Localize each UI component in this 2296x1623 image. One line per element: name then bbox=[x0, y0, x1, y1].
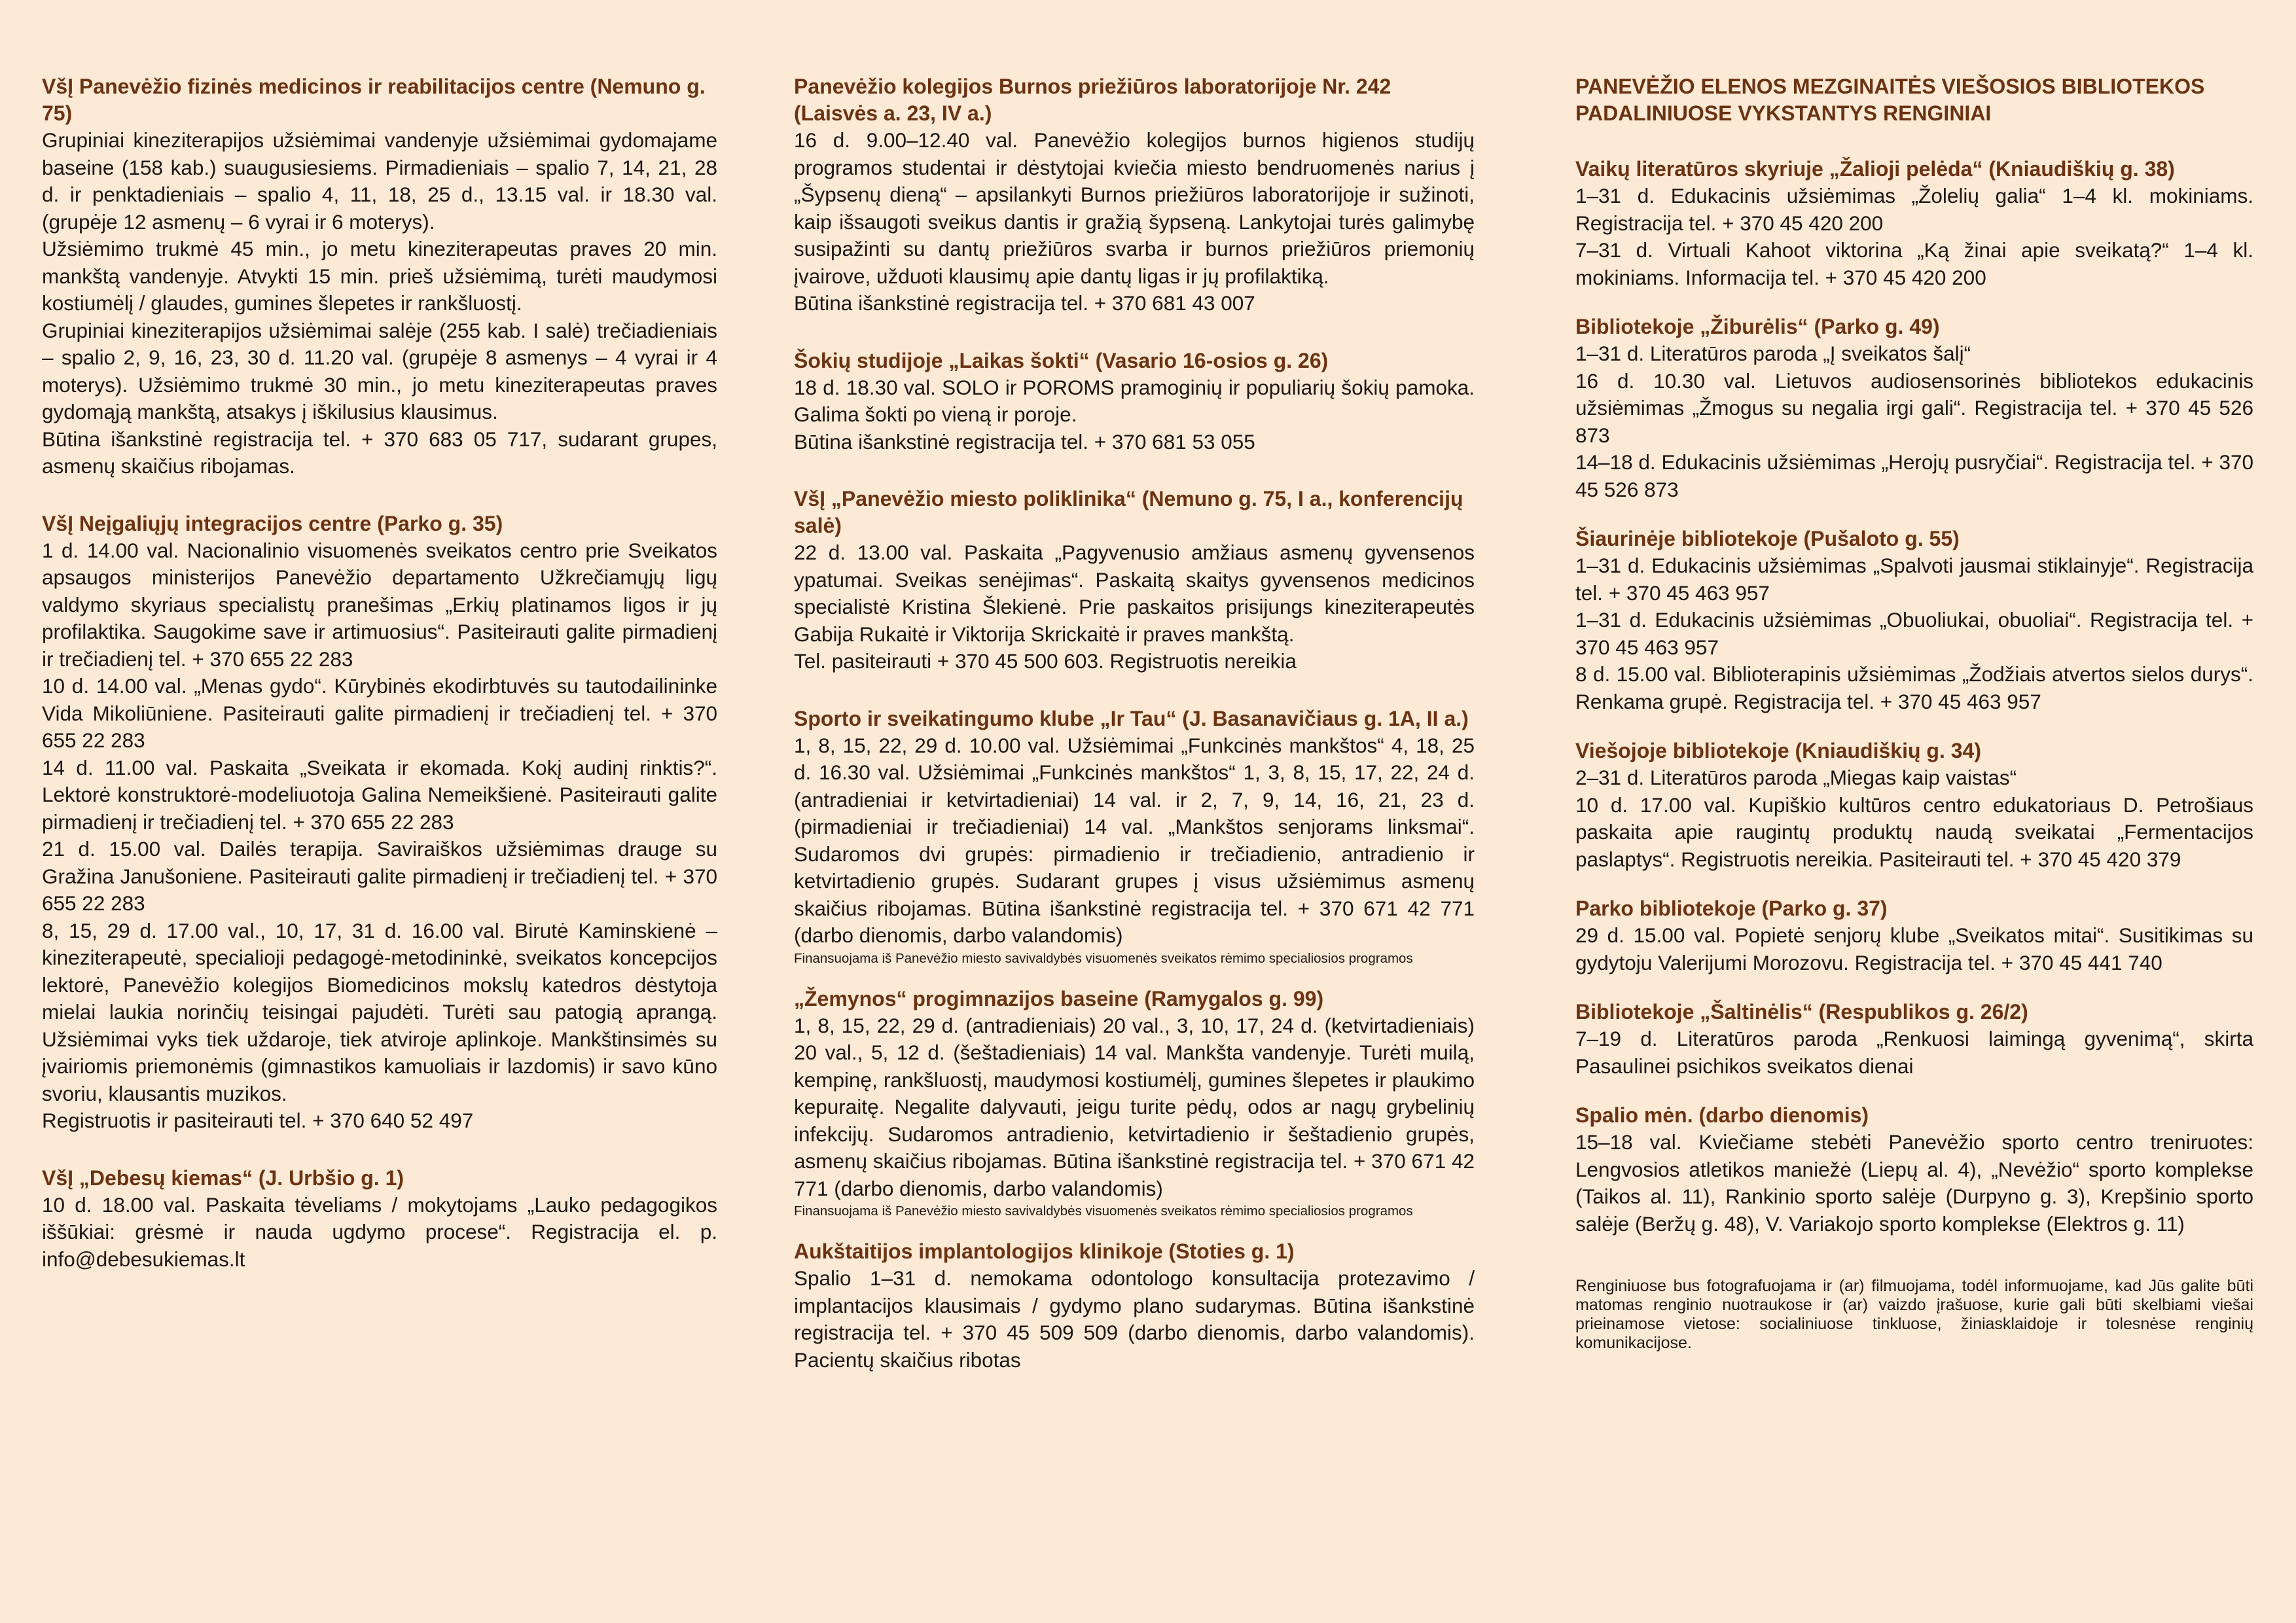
event-text: Būtina išankstinė registracija tel. + 370 681 43 007 bbox=[794, 291, 1255, 315]
section-heading: Spalio mėn. (darbo dienomis) bbox=[1575, 1103, 1869, 1127]
section-heading: Viešojoje bibliotekoje (Kniaudiškių g. 34) bbox=[1575, 739, 1981, 762]
event-text: 2–31 d. Literatūros paroda „Miegas kaip vaistas“ bbox=[1575, 766, 2017, 789]
section-heading: Šiaurinėje bibliotekoje (Pušaloto g. 55) bbox=[1575, 527, 1960, 550]
event-text: 18 d. 18.30 val. SOLO ir POROMS pramoginių ir populiarių šokių pamoka. Galima šokti po vieną ir poroje. bbox=[794, 375, 1475, 426]
event-text: 8, 15, 29 d. 17.00 val., 10, 17, 31 d. 16.00 val. Birutė Kaminskienė – kineziterapeutė, specialioji pedagogė-metodininkė, sveikatos koncepcijos lektorė, Panevėžio kolegijos Biomedicinos mokslų katedros dėstytoja mielai laukia norinčių teisingai pajudėti. Turėti sau patogią aprangą. Užsiėmimai vyks tiek uždaroje, tiek atviroje aplinkoje. Mankštinsimės su įvairiomis priemonėmis (gimnastikos kamuoliais ir lazdomis) ir savo kūno svoriu, klausantis muzikos. bbox=[42, 918, 717, 1105]
funding-note: Finansuojama iš Panevėžio miesto savivaldybės visuomenės sveikatos rėmimo specialiosios programos bbox=[794, 950, 1413, 966]
library-section bbox=[1575, 526, 2253, 715]
event-text: Grupiniai kineziterapijos užsiėmimai vandenyje užsiėmimai gydomajame baseine (158 kab.) suaugusiesiems. Pirmadieniais – spalio 7, 14, 21, 28 d. ir penktadieniais – spalio 4, 11, 18, 25 d., 13.15 val. ir 18.30 val. (grupėje 12 asmenų – 6 vyrai ir 6 moterys). bbox=[42, 128, 717, 234]
library-section bbox=[1575, 895, 2253, 976]
funding-note: Finansuojama iš Panevėžio miesto savivaldybės visuomenės sveikatos rėmimo specialiosios programos bbox=[794, 1204, 1413, 1219]
event-text: 14–18 d. Edukacinis užsiėmimas „Herojų pusryčiai“. Registracija tel. + 370 45 526 873 bbox=[1575, 450, 2253, 501]
event-text: Būtina išankstinė registracija tel. + 370 683 05 717, sudarant grupes, asmenų skaičius ribojamas. bbox=[42, 427, 717, 478]
event-text: 15–18 val. Kviečiame stebėti Panevėžio sporto centro treniruotes: Lengvosios atletikos maniežė (Liepų al. 4), „Nevėžio“ sporto komplekse (Taikos al. 11), Rankinio sporto salėje (Durpyno g. 3), Krepšinio sporto salėje (Beržų g. 48), V. Variakojo sporto komplekse (Elektros g. 11) bbox=[1575, 1130, 2253, 1236]
left-column bbox=[42, 73, 717, 1303]
library-section bbox=[1575, 738, 2253, 873]
event-text: 14 d. 11.00 val. Paskaita „Sveikata ir ekomada. Kokį audinį rinktis?“. Lektorė konstruktorė-modeliuotoja Galina Nemeikšienė. Pasiteirauti galite pirmadienį ir trečiadienį tel. + 370 655 22 283 bbox=[42, 755, 717, 834]
event-text: Registruotis ir pasiteirauti tel. + 370 640 52 497 bbox=[42, 1109, 474, 1132]
section-heading: Bibliotekoje „Žiburėlis“ (Parko g. 49) bbox=[1575, 315, 1940, 338]
section-heading: VšĮ Neįgaliųjų integracijos centre (Parko g. 35) bbox=[42, 511, 503, 535]
section-heading: VšĮ Panevėžio fizinės medicinos ir reabilitacijos centre (Nemuno g. 75) bbox=[42, 75, 706, 125]
event-text: 10 d. 14.00 val. „Menas gydo“. Kūrybinės ekodirbtuvės su tautodailininke Vida Mikoliūniene. Pasiteirauti galite pirmadienį ir trečiadienį tel. + 370 655 22 283 bbox=[42, 674, 717, 752]
event-text: Spalio 1–31 d. nemokama odontologo konsultacija protezavimo / implantacijos klausimais / gydymo plano sudarymas. Būtina išankstinė registracija tel. + 370 45 509 509 (darbo dienomis, darbo valandomis). Pacientų skaičius ribotas bbox=[794, 1266, 1475, 1372]
event-text: Užsiėmimo trukmė 45 min., jo metu kineziterapeutas praves 20 min. mankštą vandenyje. Atvykti 15 min. prieš užsiėmimą, turėti maudymosi kostiumėlį / glaudes, gumines šlepetes ir rankšluostį. bbox=[42, 237, 717, 315]
event-text: Grupiniai kineziterapijos užsiėmimai salėje (255 kab. I salė) trečiadieniais – spalio 2, 9, 16, 23, 30 d. 11.20 val. (grupėje 8 asmenys – 4 vyrai ir 4 moterys). Užsiėmimo trukmė 30 min., jo metu kineziterapeutas praves gydomąją mankštą, atsakys į iškilusius klausimus. bbox=[42, 318, 717, 423]
event-section bbox=[794, 1238, 1475, 1374]
section-heading: Parko bibliotekoje (Parko g. 37) bbox=[1575, 897, 1888, 920]
event-section bbox=[42, 510, 717, 1135]
event-text: 10 d. 17.00 val. Kupiškio kultūros centro edukatoriaus D. Petrošiaus paskaita apie raugintų produktų naudą sveikatai „Fermentacijos paslaptys“. Registruotis nereikia. Pasiteirauti tel. + 370 45 420 379 bbox=[1575, 793, 2253, 871]
event-text: 7–31 d. Virtuali Kahoot viktorina „Ką žinai apie sveikatą?“ 1–4 kl. mokiniams. Informacija tel. + 370 45 420 200 bbox=[1575, 238, 2253, 289]
section-heading: Vaikų literatūros skyriuje „Žalioji pelėda“ (Kniaudiškių g. 38) bbox=[1575, 157, 2175, 181]
event-text: 21 d. 15.00 val. Dailės terapija. Saviraiškos užsiėmimas drauge su Gražina Janušoniene. Pasiteirauti galite pirmadienį ir trečiadienį tel. + 370 655 22 283 bbox=[42, 837, 717, 915]
event-text: 16 d. 9.00–12.40 val. Panevėžio kolegijos burnos higienos studijų programos studentai ir dėstytojai kviečia miesto bendruomenės narius į „Šypsenų dieną“ – apsilankyti Burnos priežiūros laboratorijoje ir sužinoti, kaip išsaugoti sveikus dantis ir gražią šypseną. Lankytojai turės galimybę susipažinti su dantų priežiūros svarba ir burnos priežiūros priemonių įvairove, užduoti klausimų apie dantų ligas ir jų profilaktiką. bbox=[794, 128, 1475, 288]
event-text: 1, 8, 15, 22, 29 d. 10.00 val. Užsiėmimai „Funkcinės mankštos“ 4, 18, 25 d. 16.30 val. Užsiėmimai „Funkcinės mankštos“ 1, 3, 8, 15, 17, 22, 24 d. (antradieniai ir ketvirtadieniai) 14 val. ir 2, 7, 9, 14, 16, 21, 23 d. (pirmadieniai ir trečiadieniai) 14 val. „Mankštos senjorams linksmai“. Sudaromos dvi grupės: pirmadienio ir trečiadienio, antradienio ir ketvirtadienio grupės. Sudarant grupes į visus užsiėmimus asmenų skaičius ribojamas. Būtina išankstinė registracija tel. + 370 671 42 771 (darbo dienomis, darbo valandomis) bbox=[794, 733, 1475, 947]
library-title: PANEVĖŽIO ELENOS MEZGINAITĖS VIEŠOSIOS BIBLIOTEKOS PADALINIUOSE VYKSTANTYS RENGINIAI bbox=[1575, 75, 2205, 125]
event-text: 1–31 d. Literatūros paroda „Į sveikatos šalį“ bbox=[1575, 342, 1971, 365]
library-section bbox=[1575, 313, 2253, 503]
event-section bbox=[42, 1165, 717, 1274]
event-text: 1 d. 14.00 val. Nacionalinio visuomenės sveikatos centro prie Sveikatos apsaugos ministerijos Panevėžio departamento Užkrečiamųjų ligų valdymo skyriaus specialistų pranešimas „Erkių platinamos ligos ir jų profilaktika. Saugokime save ir artimuosius“. Pasiteirauti galite pirmadienį ir trečiadienį tel. + 370 655 22 283 bbox=[42, 538, 717, 671]
section-heading: Šokių studijoje „Laikas šokti“ (Vasario 16-osios g. 26) bbox=[794, 348, 1329, 372]
middle-column bbox=[794, 73, 1475, 1404]
section-heading: Panevėžio kolegijos Burnos priežiūros laboratorijoje Nr. 242 (Laisvės a. 23, IV a.) bbox=[794, 75, 1391, 125]
event-section bbox=[42, 73, 717, 480]
event-text: 8 d. 15.00 val. Biblioterapinis užsiėmimas „Žodžiais atvertos sielos durys“. Renkama grupė. Registracija tel. + 370 45 463 957 bbox=[1575, 662, 2253, 713]
event-section bbox=[794, 348, 1475, 456]
section-heading: Sporto ir sveikatingumo klube „Ir Tau“ (J. Basanavičiaus g. 1A, II a.) bbox=[794, 706, 1469, 730]
event-text: Būtina išankstinė registracija tel. + 370 681 53 055 bbox=[794, 429, 1255, 454]
right-column bbox=[1575, 73, 2253, 1353]
event-section bbox=[794, 986, 1475, 1219]
section-heading: Bibliotekoje „Šaltinėlis“ (Respublikos g. 26/2) bbox=[1575, 1000, 2028, 1024]
section-heading: VšĮ „Debesų kiemas“ (J. Urbšio g. 1) bbox=[42, 1166, 404, 1190]
event-text: 16 d. 10.30 val. Lietuvos audiosensorinės bibliotekos edukacinis užsiėmimas „Žmogus su negalia irgi gali“. Registracija tel. + 370 45 526 873 bbox=[1575, 368, 2253, 447]
event-text: 7–19 d. Literatūros paroda „Renkuosi laimingą gyvenimą“, skirta Pasaulinei psichikos sveikatos dienai bbox=[1575, 1027, 2253, 1078]
section-heading: Aukštaitijos implantologijos klinikoje (Stoties g. 1) bbox=[794, 1240, 1295, 1263]
event-text: 1–31 d. Edukacinis užsiėmimas „Spalvoti jausmai stiklainyje“. Registracija tel. + 370 45 463 957 bbox=[1575, 554, 2253, 605]
section-heading: VšĮ „Panevėžio miesto poliklinika“ (Nemuno g. 75, I a., konferencijų salė) bbox=[794, 487, 1463, 537]
event-section bbox=[794, 486, 1475, 675]
library-section bbox=[1575, 999, 2253, 1080]
event-text: 1–31 d. Edukacinis užsiėmimas „Žolelių galia“ 1–4 kl. mokiniams. Registracija tel. + 370 45 420 200 bbox=[1575, 184, 2253, 235]
event-section bbox=[794, 705, 1475, 966]
event-text: 1–31 d. Edukacinis užsiėmimas „Obuoliukai, obuoliai“. Registracija tel. + 370 45 463 957 bbox=[1575, 608, 2253, 659]
event-text: 10 d. 18.00 val. Paskaita tėveliams / mokytojams „Lauko pedagogikos iššūkiai: grėsmė ir nauda ugdymo procese“. Registracija el. p. info@debesukiemas.lt bbox=[42, 1192, 717, 1271]
event-text: 29 d. 15.00 val. Popietė senjorų klube „Sveikatos mitai“. Susitikimas su gydytoju Valerijumi Morozovu. Registracija tel. + 370 45 441 740 bbox=[1575, 923, 2253, 974]
event-text: Tel. pasiteirauti + 370 45 500 603. Registruotis nereikia bbox=[794, 649, 1297, 673]
library-section bbox=[1575, 1102, 2253, 1238]
event-text: 1, 8, 15, 22, 29 d. (antradieniais) 20 val., 3, 10, 17, 24 d. (ketvirtadieniais) 20 val., 5, 12 d. (šeštadieniais) 14 val. Mankšta vandenyje. Turėti muilą, kempinę, rankšluostį, maudymosi kostiumėlį, gumines šlepetes ir plaukimo kepuraitę. Negalite dalyvauti, jeigu turite pėdų, odos ar nagų grybelinių infekcijų. Sudaromos antradienio, ketvirtadienio ir šeštadienio grupės, asmenų skaičius ribojamas. Būtina išankstinė registracija tel. + 370 671 42 771 (darbo dienomis, darbo valandomis) bbox=[794, 1013, 1475, 1200]
event-text: 22 d. 13.00 val. Paskaita „Pagyvenusio amžiaus asmenų gyvensenos ypatumai. Sveikas senėjimas“. Paskaitą skaitys gyvensenos medicinos specialistė Kristina Šlekienė. Prie paskaitos prisijungs kineziterapeutės Gabija Rukaitė ir Viktorija Skrickaitė ir praves mankštą. bbox=[794, 541, 1475, 646]
photo-disclaimer: Renginiuose bus fotografuojama ir (ar) filmuojama, todėl informuojame, kad Jūs galite būti matomas renginio nuotraukose ir (ar) vaizdo įrašuose, kurie gali būti skelbiami viešai prieinamose vietose: socialiniuose tinkluose, žiniasklaidoje ir tolesnėse renginių komunikacijose. bbox=[1575, 1277, 2253, 1352]
section-heading: „Žemynos“ progimnazijos baseine (Ramygalos g. 99) bbox=[794, 986, 1324, 1010]
library-section bbox=[1575, 156, 2253, 291]
event-section bbox=[794, 73, 1475, 317]
